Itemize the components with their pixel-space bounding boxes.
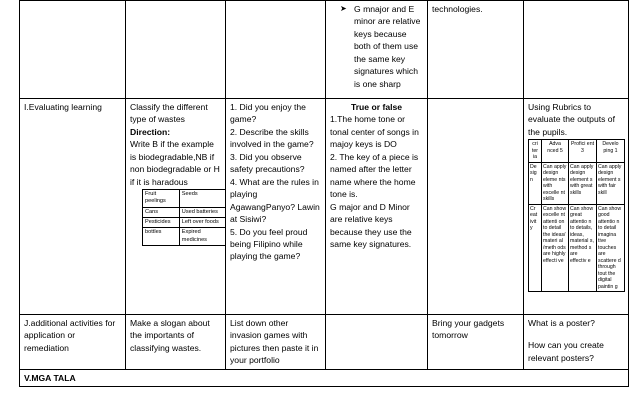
true-or-false-cell [326, 99, 428, 315]
top-cell-5 [428, 1, 524, 99]
rubric-cell [524, 99, 629, 315]
invasion-games-text: List down other invasion games with pictures then paste it in your portfolio [230, 318, 319, 366]
lesson-plan-table [19, 0, 629, 387]
question-item: 1. Did you enjoy the game? [230, 102, 306, 125]
table-cell: Expired medicines [179, 228, 225, 246]
gadgets-cell [428, 315, 524, 370]
top-cell-1 [20, 1, 126, 99]
rubric-cell-text: Can show great attentio n to details, ideas, material s, method s are effectiv e [569, 204, 597, 292]
poster-questions-cell [524, 315, 629, 370]
arrow-bullet-icon: ➤ [340, 4, 347, 13]
relative-keys-text: G mnajor and E minor are relative keys because both of them use the same key signatures which is one sharp [354, 4, 421, 89]
additional-activities-row [20, 315, 629, 370]
game-questions-cell [226, 99, 326, 315]
relative-keys-list [330, 3, 423, 90]
table-cell: Cans [143, 207, 180, 217]
rubric-cell-text: Can apply design eleme nts with excelle nt skills [542, 162, 569, 204]
poster-question: What is a poster? [528, 318, 595, 328]
empty-cell [428, 99, 524, 315]
rubric-row [529, 204, 625, 292]
rubric-row [529, 162, 625, 204]
classify-wastes-cell [126, 99, 226, 315]
rubric-header: Develo ping 1 [597, 140, 625, 163]
rubric-header: Profici ent 3 [569, 140, 597, 163]
table-cell: Pesticides [143, 217, 180, 227]
table-cell: Fruit peelings [143, 190, 180, 208]
top-cell-2 [126, 1, 226, 99]
rubric-header: cri ter ia [529, 140, 542, 163]
table-cell: Seeds [179, 190, 225, 208]
question-item: 2. Describe the skills involved in the game? [230, 126, 314, 150]
notes-row [20, 369, 629, 386]
top-cell-3 [226, 1, 326, 99]
evaluating-label: I.Evaluating learning [24, 102, 102, 112]
additional-label: J.additional activities for application or remediation [24, 318, 116, 353]
evaluating-label-cell [20, 99, 126, 315]
list-item [340, 3, 423, 90]
invasion-games-cell [226, 315, 326, 370]
rubric-header-row [529, 140, 625, 163]
top-continuation-row [20, 1, 629, 99]
rubric-table [528, 139, 625, 292]
classify-instruction: Classify the different type of wastes [130, 102, 208, 125]
direction-text: Write B if the example is biodegradable,NB if non biodegradable or H if it is haradous [130, 139, 220, 187]
true-or-false-title: True or false [350, 102, 403, 112]
table-cell: bottles [143, 228, 180, 246]
table-cell: Left over foods [179, 217, 225, 227]
statement-item: 2. The key of a piece is named after the letter name where the home tone is. [330, 151, 419, 200]
question-item: 5. Do you feel proud being Filipino while playing the game? [230, 226, 308, 262]
rubric-intro: Using Rubrics to evaluate the outputs of the pupils. [528, 102, 615, 137]
question-item: 3. Did you observe safety precautions? [230, 151, 305, 175]
notes-label: V.MGA TALA [24, 372, 76, 383]
rubric-cell-text: Can show excelle nt attenti on to detail the ideas/ materi al /meth ods are highly effecti ve [542, 204, 569, 292]
table-cell: Used batteries [179, 207, 225, 217]
waste-examples-table [142, 189, 226, 246]
statement-item: G major and D Minor are relative keys because they use the same key signatures. [330, 201, 412, 249]
top-cell-4 [326, 1, 428, 99]
top-cell-6 [524, 1, 629, 99]
empty-cell [326, 315, 428, 370]
slogan-text: Make a slogan about the importants of classifying wastes. [130, 318, 210, 353]
question-item: 4. What are the rules in playing AgawangPanyo? Lawin at Sisiwi? [230, 176, 320, 225]
table-row [143, 217, 226, 227]
table-row [143, 207, 226, 217]
statement-item: 1.The home tone or tonal center of songs in majoy keys is DO [330, 114, 419, 150]
table-row [143, 228, 226, 246]
rubric-cell-text: Cr eat ivit y [529, 204, 542, 292]
technologies-text: technologies. [432, 4, 483, 14]
table-row [143, 190, 226, 208]
notes-cell [20, 369, 629, 386]
direction-heading: Direction: [130, 126, 171, 137]
rubric-cell-text: Can show good attentio n to detail imagina tive touches are scattere d through tout the digital paintin g [597, 204, 625, 292]
rubric-cell-text: Can apply design element s with great skills [569, 162, 597, 204]
gadgets-text: Bring your gadgets tomorrow [432, 318, 505, 341]
evaluating-learning-row [20, 99, 629, 315]
additional-label-cell [20, 315, 126, 370]
rubric-cell-text: De sig n [529, 162, 542, 204]
slogan-cell [126, 315, 226, 370]
rubric-cell-text: Can apply design element s with fair skill [597, 162, 625, 204]
spacer [528, 329, 624, 339]
poster-question: How can you create relevant posters? [528, 340, 604, 363]
rubric-header: Adva nced 5 [542, 140, 569, 163]
